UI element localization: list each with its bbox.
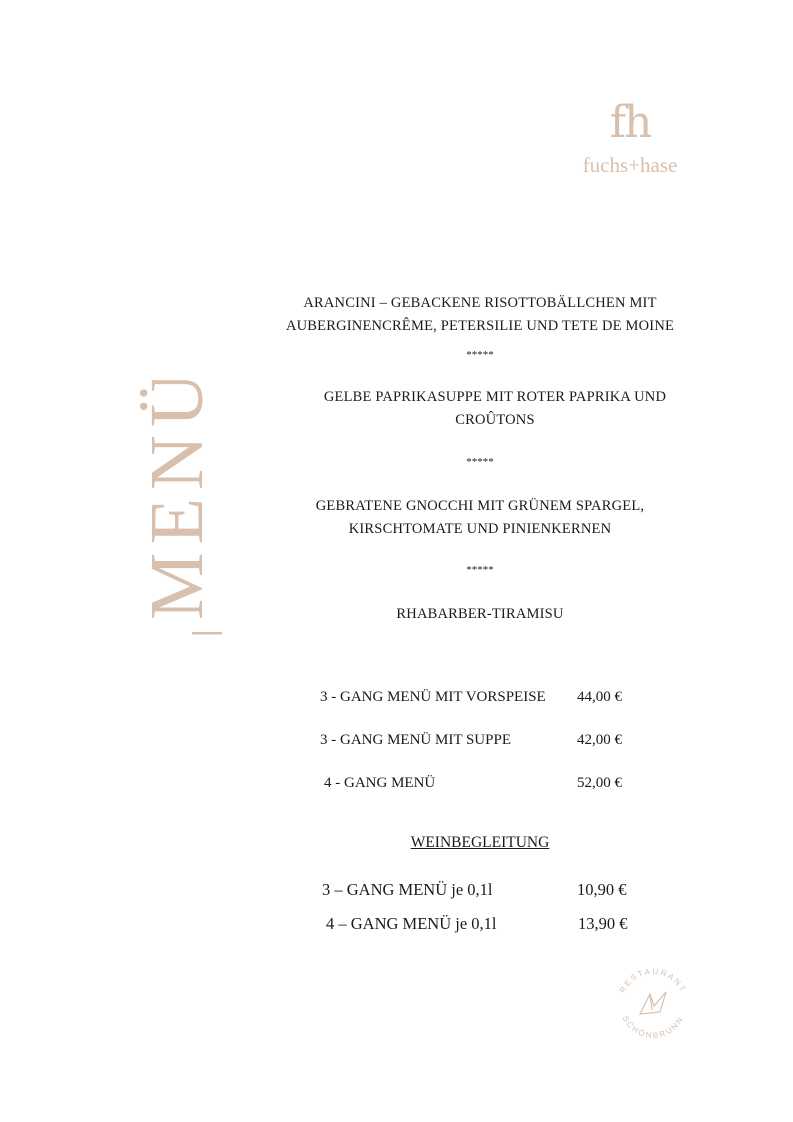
side-title-text: MENÜ [135, 380, 219, 620]
separator: ***** [466, 564, 494, 576]
course-line: ARANCINI – GEBACKENE RISOTTOBÄLLCHEN MIT [303, 295, 657, 311]
course-line: KIRSCHTOMATE UND PINIENKERNEN [348, 521, 612, 537]
separator: ***** [466, 456, 494, 468]
price-value: 42,00 € [577, 732, 622, 748]
wine-label: 3 – GANG MENÜ je 0,1l [322, 880, 493, 899]
course-line: CROÛTONS [455, 412, 535, 428]
wine-pairing-title: WEINBEGLEITUNG [410, 834, 550, 851]
stamp-top-text: RESTAURANT [617, 966, 689, 995]
course-starter [230, 292, 730, 338]
wine-label: 4 – GANG MENÜ je 0,1l [326, 914, 497, 933]
course-line: AUBERGINENCRÊME, PETERSILIE UND TETE DE MOINE [285, 318, 675, 334]
separator: ***** [466, 349, 494, 361]
price-label: 4 - GANG MENÜ [324, 775, 436, 791]
price-row [320, 732, 650, 754]
wine-row [326, 914, 656, 936]
brand-logo [560, 97, 700, 178]
course-dessert [230, 603, 730, 626]
restaurant-stamp [610, 962, 696, 1048]
brand-name: fuchs+hase [582, 153, 678, 177]
course-line: GELBE PAPRIKASUPPE MIT ROTER PAPRIKA UND [323, 389, 667, 405]
price-value: 52,00 € [577, 775, 622, 791]
wine-row [322, 880, 652, 902]
stamp-bottom-text: SCHÖNBRUNN [620, 1014, 686, 1041]
price-row [320, 689, 650, 711]
course-main [230, 495, 730, 541]
course-line: RHABARBER-TIRAMISU [396, 606, 564, 622]
price-row [324, 775, 654, 797]
price-label: 3 - GANG MENÜ MIT SUPPE [320, 732, 511, 748]
svg-text:SCHÖNBRUNN [621, 1014, 686, 1040]
wine-price: 13,90 € [578, 914, 628, 933]
svg-text:RESTAURANT [618, 967, 688, 995]
course-line: GEBRATENE GNOCCHI MIT GRÜNEM SPARGEL, [315, 498, 645, 514]
hare-icon [640, 992, 666, 1014]
price-value: 44,00 € [577, 689, 622, 705]
brand-monogram: fh [609, 97, 651, 148]
wine-price: 10,90 € [577, 880, 627, 899]
side-title [132, 380, 222, 650]
course-soup [245, 386, 745, 432]
price-label: 3 - GANG MENÜ MIT VORSPEISE [320, 689, 546, 705]
